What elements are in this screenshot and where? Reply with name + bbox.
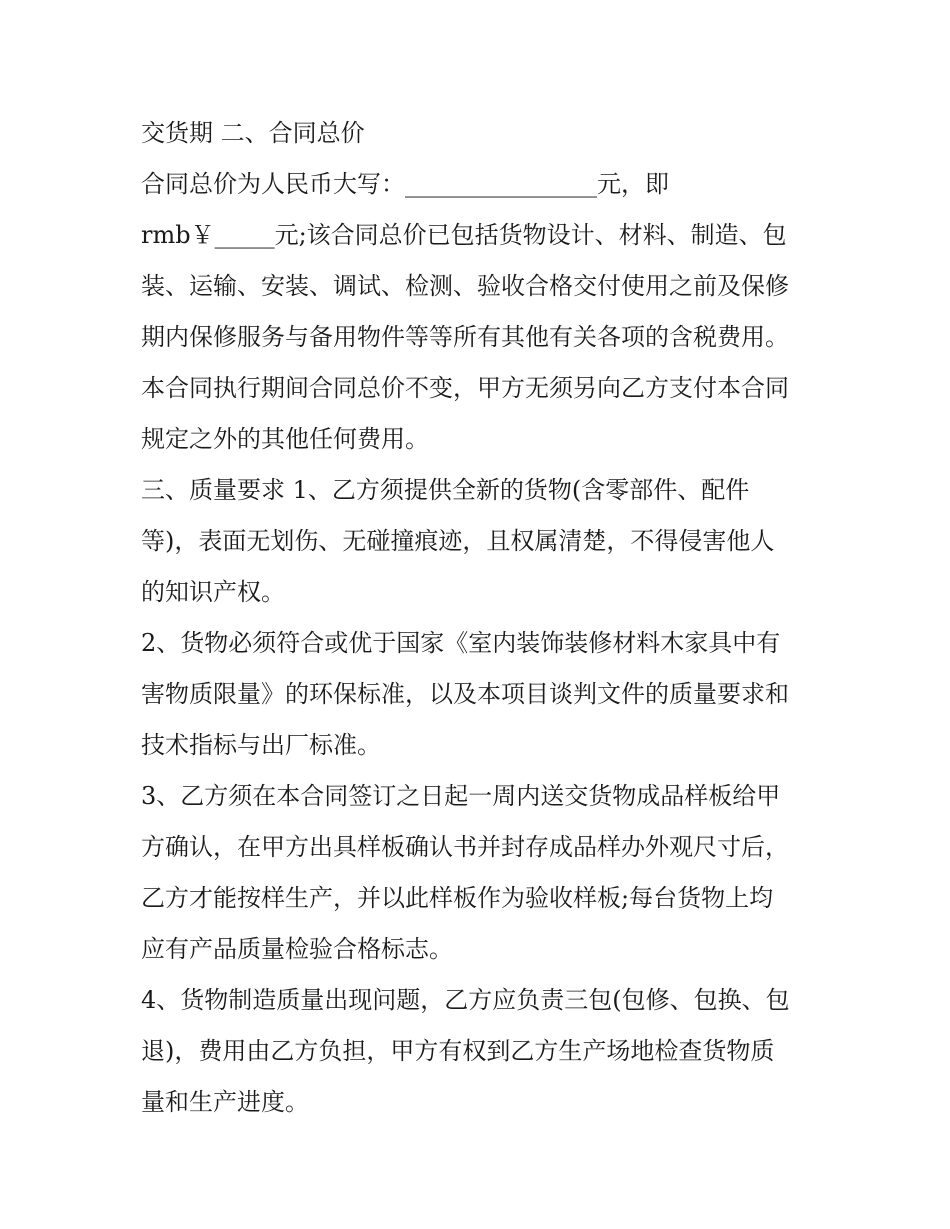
line-delivery-heading: 交货期 二、合同总价: [141, 119, 365, 147]
line-price-fixed-cont: 规定之外的其他任何费用。: [141, 425, 429, 453]
line-quality-4: 4、货物制造质量出现问题，乙方应负责三包(包修、包换、包: [141, 986, 790, 1014]
line-total-price-rmb: rmb￥_____元;该合同总价已包括货物设计、材料、制造、包: [141, 221, 787, 249]
line-price-fixed: 本合同执行期间合同总价不变，甲方无须另向乙方支付本合同: [141, 374, 789, 402]
line-total-price-uppercase: 合同总价为人民币大写：________________元，即: [141, 170, 669, 198]
line-quality-2-cont: 害物质限量》的环保标准，以及本项目谈判文件的质量要求和: [141, 680, 789, 708]
line-quality-3-end: 应有产品质量检验合格标志。: [141, 935, 453, 963]
line-quality-heading: 三、质量要求 1、乙方须提供全新的货物(含零部件、配件: [141, 476, 750, 504]
line-quality-1-end: 的知识产权。: [141, 578, 285, 606]
line-quality-2-end: 技术指标与出厂标准。: [141, 731, 381, 759]
line-quality-4-cont: 退)，费用由乙方负担，甲方有权到乙方生产场地检查货物质: [141, 1037, 775, 1065]
line-quality-3-cont2: 乙方才能按样生产，并以此样板作为验收样板;每台货物上均: [141, 884, 774, 912]
line-price-includes-cont: 期内保修服务与备用物件等等所有其他有关各项的含税费用。: [141, 323, 789, 351]
line-quality-4-end: 量和生产进度。: [141, 1088, 309, 1116]
line-quality-3-cont: 方确认，在甲方出具样板确认书并封存成品样办外观尺寸后，: [141, 833, 789, 861]
line-price-includes: 装、运输、安装、调试、检测、验收合格交付使用之前及保修: [141, 272, 789, 300]
document-body: [141, 108, 821, 1128]
line-quality-2: 2、货物必须符合或优于国家《室内装饰装修材料木家具中有: [141, 629, 781, 657]
line-quality-1-cont: 等)，表面无划伤、无碰撞痕迹，且权属清楚，不得侵害他人: [141, 527, 775, 555]
line-quality-3: 3、乙方须在本合同签订之日起一周内送交货物成品样板给甲: [141, 782, 781, 810]
